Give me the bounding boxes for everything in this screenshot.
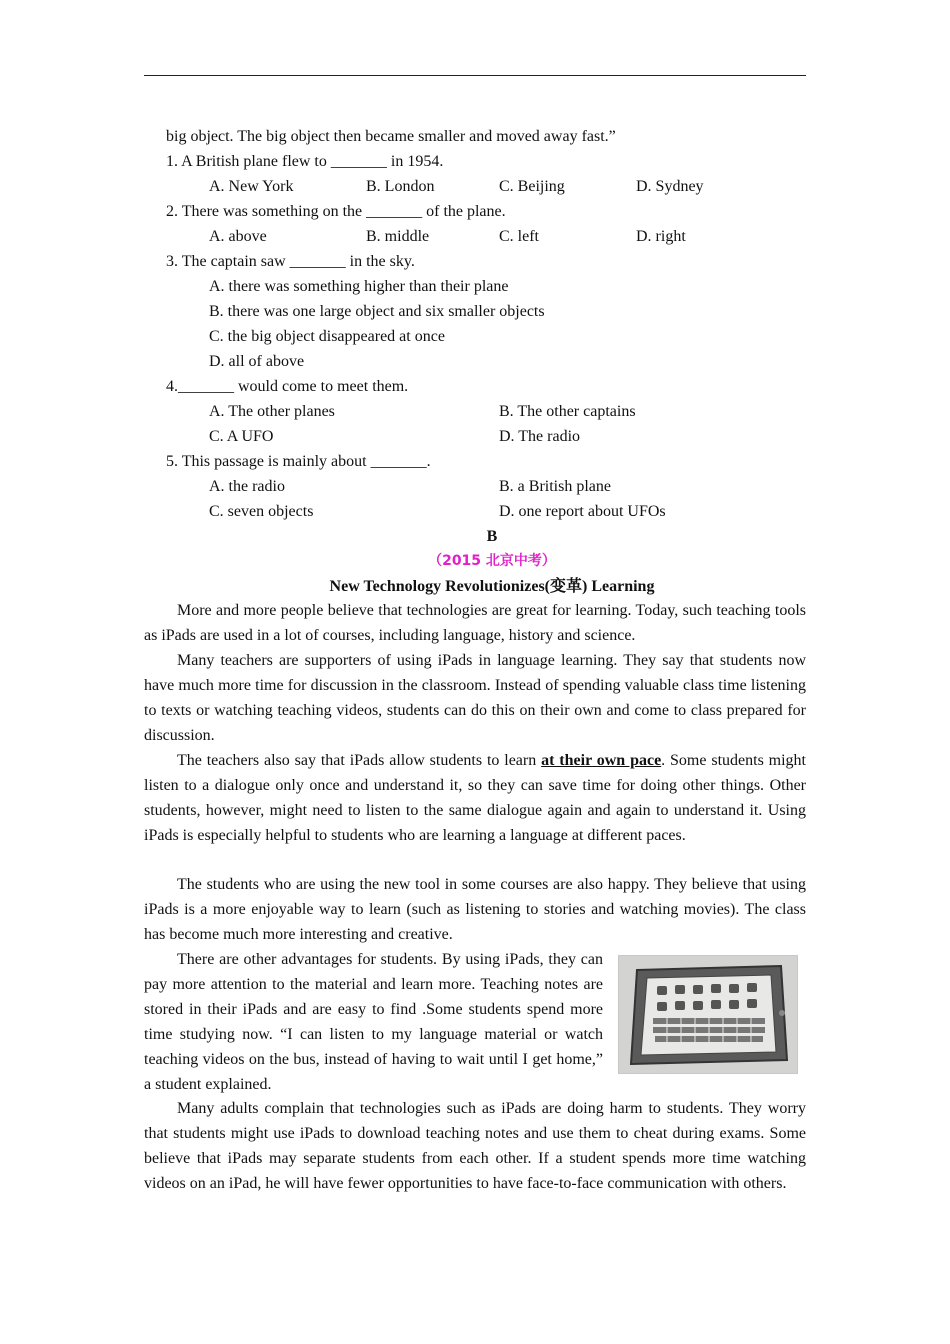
question-1-stem: 1. A British plane flew to _______ in 1954. [166,153,444,170]
q2-option-d: D. right [636,228,686,245]
paragraph-4: The students who are using the new tool in some courses are also happy. They believe that using iPads is a more enjoyable way to learn (such as listening to stories and watching movies). The class has become much more interesting and creative. [144,876,806,943]
q2-option-b: B. middle [366,228,430,245]
question-5-stem: 5. This passage is mainly about _______. [166,453,431,470]
q4-option-b: B. The other captains [499,403,636,420]
paragraph-1: More and more people believe that technologies are great for learning. Today, such teaching tools as iPads are used in a lot of courses, including language, history and science. [144,602,806,644]
question-4-stem: 4._______ would come to meet them. [166,378,409,395]
question-3-stem: 3. The captain saw _______ in the sky. [166,253,415,270]
q5-option-a: A. the radio [209,478,285,495]
q5-option-b: B. a British plane [499,478,611,495]
paragraph-3 [144,748,806,848]
q5-option-c: C. seven objects [209,503,314,520]
q1-option-a: A. New York [209,178,294,195]
paragraph-2: Many teachers are supporters of using iPads in language learning. They say that students now have much more time for discussion in the classroom. Instead of spending valuable class time listening to texts or watching teaching videos, students can do this on their own and come to class prepared for discussion. [144,652,806,744]
header-rule [144,75,806,76]
question-2-stem: 2. There was something on the _______ of the plane. [166,203,506,220]
paragraph-3-start: The teachers also say that iPads allow students to learn [177,752,542,769]
q1-option-c: C. Beijing [499,178,565,195]
q4-option-a: A. The other planes [209,403,335,420]
paragraph-6: Many adults complain that technologies such as iPads are doing harm to students. They worry that students might use iPads to download teaching notes and use them to cheat during exams. Some believe that iPads may separate students from each other. If a student spends more time watching videos on an iPad, he will have fewer opportunities to have face-to-face communication with others. [144,1100,806,1192]
q2-option-a: A. above [209,228,267,245]
q4-option-d: D. The radio [499,428,581,445]
section-label: B [486,528,498,545]
source-tag: （2015 北京中考） [428,553,556,569]
q1-option-d: D. Sydney [636,178,704,195]
q5-option-d: D. one report about UFOs [499,503,666,520]
underlined-phrase: at their own pace [541,752,662,769]
paragraph-3-end: . Some students might listen to a dialogue only once and understand it, so they can save time for doing other things. Other students, however, might need to listen to the same dialogue again and again to understand it. Using iPads is especially helpful to students who are learning a language at different paces. [144,752,806,844]
passage-title: New Technology Revolutionizes(变革) Learning [329,578,655,595]
q4-option-c: C. A UFO [209,428,274,445]
q3-option-b: B. there was one large object and six smaller objects [209,303,545,320]
paragraph-5: There are other advantages for students. By using iPads, they can pay more attention to the material and learn more. Teaching notes are stored in their iPads and are easy to find .Some students spend more time studying now. “I can listen to my language material or watch teaching videos on the bus, instead of having to wait until I get home,” a student explained. [144,951,603,1093]
q3-option-d: D. all of above [209,353,305,370]
q3-option-c: C. the big object disappeared at once [209,328,445,345]
q1-option-b: B. London [366,178,435,195]
q2-option-c: C. left [499,228,539,245]
passage-continuation: big object. The big object then became smaller and moved away fast.” [166,128,616,145]
tablet-illustration [618,955,798,1074]
q3-option-a: A. there was something higher than their plane [209,278,509,295]
tablet-icon [619,956,797,1073]
